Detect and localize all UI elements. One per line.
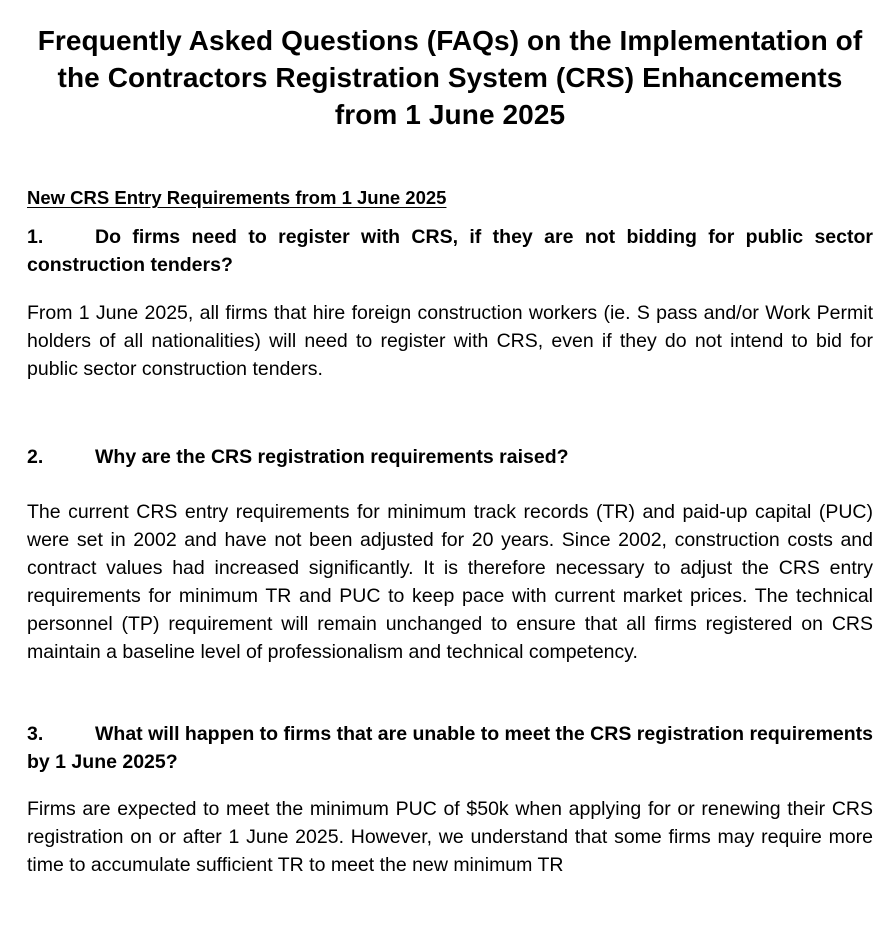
faq-question-2	[27, 443, 873, 471]
section-heading: New CRS Entry Requirements from 1 June 2025	[27, 187, 447, 208]
faq-number-1: 1.	[27, 226, 44, 248]
document-page	[27, 0, 873, 879]
faq-number-2: 2.	[27, 446, 44, 468]
faq-answer-3: Firms are expected to meet the minimum PUC of $50k when applying for or renewing their CRS registration on or after 1 June 2025. However, we understand that some firms may require more time to accumulate sufficient TR to meet the new minimum TR	[27, 798, 873, 876]
faq-question-text-2: Why are the CRS registration requirements raised?	[95, 446, 569, 468]
faq-answer-1: From 1 June 2025, all firms that hire foreign construction workers (ie. S pass and/or Work Permit holders of all nationalities) will need to register with CRS, even if they do not intend to bid for public sector construction tenders.	[27, 302, 873, 380]
faq-question-1	[27, 223, 873, 279]
faq-number-3: 3.	[27, 723, 44, 745]
faq-answer-2: The current CRS entry requirements for minimum track records (TR) and paid-up capital (PUC) were set in 2002 and have not been adjusted for 20 years. Since 2002, construction costs and contract values had increased significantly. It is therefore necessary to adjust the CRS entry requirements for minimum TR and PUC to keep pace with current market prices. The technical personnel (TP) requirement will remain unchanged to ensure that all firms registered on CRS maintain a baseline level of professionalism and technical competency.	[27, 501, 873, 663]
faq-question-text-1: Do firms need to register with CRS, if they are not bidding for public sector construction tenders?	[27, 226, 873, 276]
document-title: Frequently Asked Questions (FAQs) on the Implementation of the Contractors Registration System (CRS) Enhancements from 1 June 2025	[37, 25, 863, 130]
faq-question-3	[27, 720, 873, 776]
faq-question-text-3: What will happen to firms that are unable to meet the CRS registration requirements by 1 June 2025?	[27, 723, 873, 773]
